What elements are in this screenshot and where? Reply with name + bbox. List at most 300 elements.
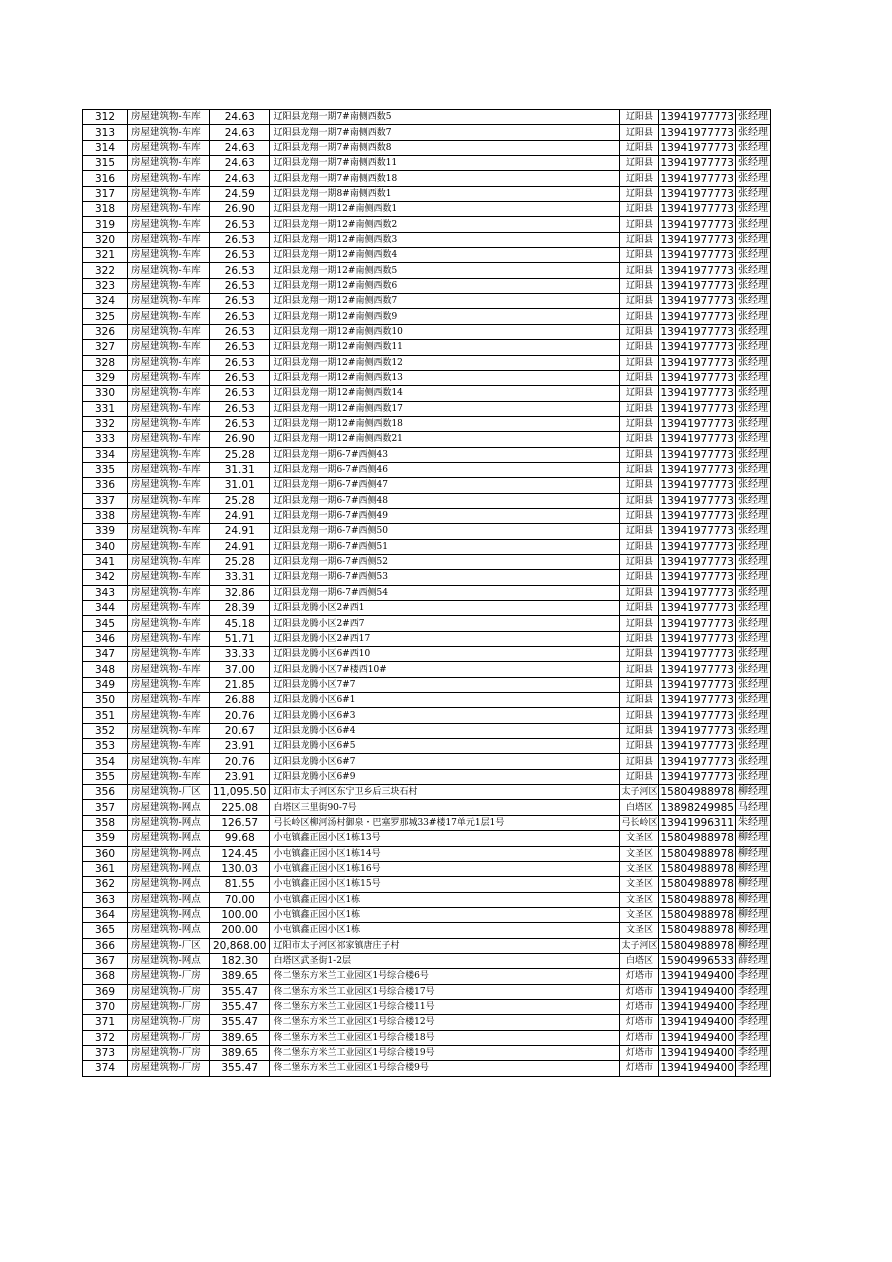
table-row	[83, 800, 771, 815]
contact-person-cell: 张经理	[735, 754, 770, 769]
address-cell: 辽阳县龙腾小区6#西10	[270, 647, 620, 662]
table-row	[83, 386, 771, 401]
row-number-cell: 370	[83, 999, 128, 1014]
address-cell: 辽阳县龙翔一期7#南侧西数8	[270, 140, 620, 155]
district-cell: 文圣区	[620, 907, 659, 922]
row-number-cell: 337	[83, 493, 128, 508]
area-value-cell: 25.28	[210, 447, 270, 462]
address-cell: 辽阳县龙翔一期7#南侧西数18	[270, 171, 620, 186]
asset-category-cell: 房屋建筑物-车库	[128, 539, 210, 554]
contact-person-cell: 李经理	[735, 969, 770, 984]
row-number-cell: 367	[83, 953, 128, 968]
area-value-cell: 26.53	[210, 355, 270, 370]
contact-person-cell: 柳经理	[735, 861, 770, 876]
area-value-cell: 389.65	[210, 969, 270, 984]
address-cell: 辽阳县龙翔一期6-7#西侧53	[270, 570, 620, 585]
area-value-cell: 26.53	[210, 217, 270, 232]
area-value-cell: 389.65	[210, 1030, 270, 1045]
asset-category-cell: 房屋建筑物-车库	[128, 355, 210, 370]
row-number-cell: 331	[83, 401, 128, 416]
district-cell: 辽阳县	[620, 355, 659, 370]
district-cell: 文圣区	[620, 877, 659, 892]
row-number-cell: 374	[83, 1061, 128, 1076]
district-cell: 辽阳县	[620, 769, 659, 784]
contact-person-cell: 张经理	[735, 140, 770, 155]
contact-person-cell: 张经理	[735, 601, 770, 616]
address-cell: 小屯镇鑫正园小区1栋15号	[270, 877, 620, 892]
asset-category-cell: 房屋建筑物-车库	[128, 739, 210, 754]
asset-category-cell: 房屋建筑物-车库	[128, 554, 210, 569]
address-cell: 辽阳县龙翔一期7#南侧西数5	[270, 110, 620, 125]
row-number-cell: 326	[83, 324, 128, 339]
row-number-cell: 314	[83, 140, 128, 155]
row-number-cell: 333	[83, 432, 128, 447]
table-row	[83, 907, 771, 922]
district-cell: 辽阳县	[620, 324, 659, 339]
contact-person-cell: 朱经理	[735, 815, 770, 830]
district-cell: 辽阳县	[620, 125, 659, 140]
asset-category-cell: 房屋建筑物-厂房	[128, 1015, 210, 1030]
row-number-cell: 335	[83, 462, 128, 477]
address-cell: 辽阳县龙翔一期12#南侧西数7	[270, 294, 620, 309]
contact-person-cell: 张经理	[735, 401, 770, 416]
contact-phone-cell: 13941977773	[660, 279, 734, 292]
area-value-cell: 26.53	[210, 263, 270, 278]
asset-category-cell: 房屋建筑物-网点	[128, 815, 210, 830]
address-cell: 佟二堡东方米兰工业园区1号综合楼6号	[270, 969, 620, 984]
district-cell: 灯塔市	[620, 1045, 659, 1060]
table-row	[83, 631, 771, 646]
table-row	[83, 524, 771, 539]
contact-phone-cell: 13941977773	[660, 372, 734, 385]
district-cell: 辽阳县	[620, 171, 659, 186]
district-cell: 辽阳县	[620, 140, 659, 155]
table-row	[83, 969, 771, 984]
contact-phone-cell: 13941977773	[660, 678, 734, 691]
district-cell: 辽阳县	[620, 217, 659, 232]
area-value-cell: 26.53	[210, 324, 270, 339]
contact-phone-cell: 13941977773	[660, 310, 734, 323]
table-row	[83, 171, 771, 186]
row-number-cell: 363	[83, 892, 128, 907]
area-value-cell: 23.91	[210, 769, 270, 784]
contact-person-cell: 张经理	[735, 416, 770, 431]
asset-category-cell: 房屋建筑物-车库	[128, 447, 210, 462]
row-number-cell: 327	[83, 340, 128, 355]
district-cell: 白塔区	[620, 800, 659, 815]
asset-category-cell: 房屋建筑物-车库	[128, 723, 210, 738]
row-number-cell: 364	[83, 907, 128, 922]
area-value-cell: 24.63	[210, 125, 270, 140]
area-value-cell: 389.65	[210, 1045, 270, 1060]
table-row	[83, 938, 771, 953]
contact-person-cell: 张经理	[735, 524, 770, 539]
contact-phone-cell: 13941977773	[660, 510, 734, 523]
contact-phone-cell: 13941977773	[660, 694, 734, 707]
area-value-cell: 355.47	[210, 1015, 270, 1030]
table-row	[83, 156, 771, 171]
address-cell: 佟二堡东方米兰工业园区1号综合楼9号	[270, 1061, 620, 1076]
district-cell: 辽阳县	[620, 585, 659, 600]
contact-person-cell: 张经理	[735, 554, 770, 569]
asset-table-body	[83, 110, 771, 1077]
asset-category-cell: 房屋建筑物-厂区	[128, 785, 210, 800]
area-value-cell: 28.39	[210, 601, 270, 616]
contact-phone-cell: 13941949400	[660, 1016, 734, 1029]
asset-category-cell: 房屋建筑物-车库	[128, 432, 210, 447]
area-value-cell: 11,095.50	[210, 785, 270, 800]
table-row	[83, 294, 771, 309]
asset-category-cell: 房屋建筑物-厂房	[128, 1045, 210, 1060]
contact-phone-cell: 13941977773	[660, 724, 734, 737]
contact-person-cell: 张经理	[735, 110, 770, 125]
row-number-cell: 353	[83, 739, 128, 754]
address-cell: 辽阳县龙腾小区6#3	[270, 708, 620, 723]
contact-person-cell: 张经理	[735, 462, 770, 477]
row-number-cell: 319	[83, 217, 128, 232]
row-number-cell: 340	[83, 539, 128, 554]
table-row	[83, 831, 771, 846]
table-row	[83, 616, 771, 631]
asset-category-cell: 房屋建筑物-车库	[128, 186, 210, 201]
asset-category-cell: 房屋建筑物-网点	[128, 953, 210, 968]
district-cell: 辽阳县	[620, 677, 659, 692]
table-row	[83, 462, 771, 477]
district-cell: 文圣区	[620, 923, 659, 938]
table-row	[83, 877, 771, 892]
contact-phone-cell: 13941977773	[660, 233, 734, 246]
area-value-cell: 24.63	[210, 110, 270, 125]
asset-category-cell: 房屋建筑物-车库	[128, 309, 210, 324]
address-cell: 辽阳县龙翔一期6-7#西侧47	[270, 478, 620, 493]
table-row	[83, 999, 771, 1014]
address-cell: 辽阳县龙腾小区2#西1	[270, 601, 620, 616]
asset-category-cell: 房屋建筑物-车库	[128, 140, 210, 155]
row-number-cell: 318	[83, 202, 128, 217]
table-row	[83, 324, 771, 339]
table-row	[83, 708, 771, 723]
contact-phone-cell: 15804988978	[660, 847, 734, 860]
asset-category-cell: 房屋建筑物-网点	[128, 907, 210, 922]
district-cell: 辽阳县	[620, 647, 659, 662]
area-value-cell: 20.76	[210, 708, 270, 723]
table-row	[83, 478, 771, 493]
asset-category-cell: 房屋建筑物-车库	[128, 662, 210, 677]
address-cell: 辽阳县龙翔一期7#南侧西数7	[270, 125, 620, 140]
table-row	[83, 785, 771, 800]
table-row	[83, 355, 771, 370]
district-cell: 文圣区	[620, 831, 659, 846]
table-row	[83, 815, 771, 830]
address-cell: 辽阳县龙翔一期6-7#西侧51	[270, 539, 620, 554]
district-cell: 辽阳县	[620, 432, 659, 447]
area-value-cell: 45.18	[210, 616, 270, 631]
address-cell: 小屯镇鑫正园小区1栋	[270, 923, 620, 938]
contact-person-cell: 马经理	[735, 800, 770, 815]
asset-category-cell: 房屋建筑物-车库	[128, 232, 210, 247]
contact-phone-cell: 13941977773	[660, 157, 734, 170]
address-cell: 小屯镇鑫正园小区1栋	[270, 892, 620, 907]
contact-phone-cell: 13941977773	[660, 479, 734, 492]
address-cell: 辽阳县龙腾小区7#7	[270, 677, 620, 692]
row-number-cell: 324	[83, 294, 128, 309]
district-cell: 灯塔市	[620, 969, 659, 984]
district-cell: 文圣区	[620, 846, 659, 861]
table-row	[83, 432, 771, 447]
area-value-cell: 26.53	[210, 370, 270, 385]
address-cell: 辽阳县龙腾小区2#西7	[270, 616, 620, 631]
asset-category-cell: 房屋建筑物-车库	[128, 616, 210, 631]
address-cell: 辽阳县龙腾小区6#1	[270, 693, 620, 708]
asset-category-cell: 房屋建筑物-车库	[128, 401, 210, 416]
table-row	[83, 662, 771, 677]
row-number-cell: 348	[83, 662, 128, 677]
contact-phone-cell: 13941977773	[660, 740, 734, 753]
table-row	[83, 248, 771, 263]
contact-phone-cell: 13941977773	[660, 586, 734, 599]
area-value-cell: 24.91	[210, 508, 270, 523]
contact-person-cell: 张经理	[735, 125, 770, 140]
contact-person-cell: 张经理	[735, 570, 770, 585]
asset-category-cell: 房屋建筑物-车库	[128, 708, 210, 723]
contact-phone-cell: 13941977773	[660, 602, 734, 615]
area-value-cell: 24.91	[210, 524, 270, 539]
district-cell: 辽阳县	[620, 248, 659, 263]
contact-person-cell: 张经理	[735, 539, 770, 554]
asset-category-cell: 房屋建筑物-车库	[128, 570, 210, 585]
district-cell: 灯塔市	[620, 1030, 659, 1045]
asset-category-cell: 房屋建筑物-车库	[128, 631, 210, 646]
district-cell: 灯塔市	[620, 1061, 659, 1076]
district-cell: 辽阳县	[620, 202, 659, 217]
district-cell: 辽阳县	[620, 508, 659, 523]
contact-phone-cell: 13941977773	[660, 617, 734, 630]
address-cell: 小屯镇鑫正园小区1栋16号	[270, 861, 620, 876]
asset-category-cell: 房屋建筑物-车库	[128, 386, 210, 401]
district-cell: 辽阳县	[620, 186, 659, 201]
district-cell: 辽阳县	[620, 309, 659, 324]
row-number-cell: 343	[83, 585, 128, 600]
area-value-cell: 31.31	[210, 462, 270, 477]
contact-person-cell: 张经理	[735, 739, 770, 754]
asset-category-cell: 房屋建筑物-车库	[128, 156, 210, 171]
row-number-cell: 329	[83, 370, 128, 385]
row-number-cell: 355	[83, 769, 128, 784]
contact-phone-cell: 13941977773	[660, 663, 734, 676]
table-row	[83, 861, 771, 876]
address-cell: 辽阳县龙腾小区2#西17	[270, 631, 620, 646]
area-value-cell: 26.53	[210, 416, 270, 431]
table-row	[83, 263, 771, 278]
district-cell: 辽阳县	[620, 524, 659, 539]
table-row	[83, 1015, 771, 1030]
contact-person-cell: 柳经理	[735, 892, 770, 907]
area-value-cell: 355.47	[210, 984, 270, 999]
asset-category-cell: 房屋建筑物-车库	[128, 508, 210, 523]
row-number-cell: 325	[83, 309, 128, 324]
contact-person-cell: 李经理	[735, 1015, 770, 1030]
contact-person-cell: 柳经理	[735, 877, 770, 892]
address-cell: 辽阳市太子河区东宁卫乡后三块石村	[270, 785, 620, 800]
address-cell: 辽阳县龙翔一期12#南侧西数1	[270, 202, 620, 217]
contact-person-cell: 张经理	[735, 263, 770, 278]
area-value-cell: 20.76	[210, 754, 270, 769]
contact-phone-cell: 13898249985	[660, 801, 734, 814]
asset-category-cell: 房屋建筑物-车库	[128, 416, 210, 431]
district-cell: 灯塔市	[620, 984, 659, 999]
row-number-cell: 351	[83, 708, 128, 723]
table-row	[83, 953, 771, 968]
row-number-cell: 342	[83, 570, 128, 585]
contact-phone-cell: 13941977773	[660, 172, 734, 185]
asset-category-cell: 房屋建筑物-网点	[128, 892, 210, 907]
address-cell: 弓长岭区柳河汤村御泉・巴塞罗那城33#楼17单元1层1号	[270, 815, 620, 830]
contact-person-cell: 张经理	[735, 616, 770, 631]
area-value-cell: 26.53	[210, 232, 270, 247]
contact-phone-cell: 13941977773	[660, 356, 734, 369]
row-number-cell: 322	[83, 263, 128, 278]
contact-phone-cell: 15804988978	[660, 909, 734, 922]
district-cell: 辽阳县	[620, 631, 659, 646]
asset-category-cell: 房屋建筑物-网点	[128, 800, 210, 815]
area-value-cell: 200.00	[210, 923, 270, 938]
table-row	[83, 570, 771, 585]
contact-person-cell: 张经理	[735, 386, 770, 401]
contact-person-cell: 张经理	[735, 217, 770, 232]
contact-phone-cell: 15804988978	[660, 832, 734, 845]
asset-category-cell: 房屋建筑物-车库	[128, 171, 210, 186]
row-number-cell: 334	[83, 447, 128, 462]
area-value-cell: 21.85	[210, 677, 270, 692]
address-cell: 辽阳县龙翔一期12#南侧西数9	[270, 309, 620, 324]
table-row	[83, 723, 771, 738]
contact-person-cell: 张经理	[735, 708, 770, 723]
contact-phone-cell: 13941977773	[660, 448, 734, 461]
contact-phone-cell: 15804988978	[660, 863, 734, 876]
area-value-cell: 25.28	[210, 554, 270, 569]
area-value-cell: 20.67	[210, 723, 270, 738]
district-cell: 辽阳县	[620, 616, 659, 631]
contact-phone-cell: 13941977773	[660, 341, 734, 354]
asset-category-cell: 房屋建筑物-车库	[128, 125, 210, 140]
area-value-cell: 33.33	[210, 647, 270, 662]
asset-category-cell: 房屋建筑物-厂房	[128, 1030, 210, 1045]
contact-phone-cell: 13941977773	[660, 141, 734, 154]
area-value-cell: 24.63	[210, 140, 270, 155]
address-cell: 辽阳县龙翔一期12#南侧西数3	[270, 232, 620, 247]
asset-category-cell: 房屋建筑物-车库	[128, 340, 210, 355]
district-cell: 太子河区	[620, 785, 659, 800]
contact-phone-cell: 13941977773	[660, 203, 734, 216]
row-number-cell: 359	[83, 831, 128, 846]
district-cell: 辽阳县	[620, 263, 659, 278]
row-number-cell: 368	[83, 969, 128, 984]
address-cell: 辽阳县龙腾小区6#9	[270, 769, 620, 784]
row-number-cell: 347	[83, 647, 128, 662]
contact-person-cell: 李经理	[735, 999, 770, 1014]
contact-phone-cell: 13941949400	[660, 1062, 734, 1075]
contact-person-cell: 张经理	[735, 370, 770, 385]
contact-person-cell: 李经理	[735, 1045, 770, 1060]
table-row	[83, 585, 771, 600]
table-row	[83, 217, 771, 232]
contact-person-cell: 张经理	[735, 493, 770, 508]
district-cell: 辽阳县	[620, 554, 659, 569]
row-number-cell: 320	[83, 232, 128, 247]
contact-phone-cell: 13941977773	[660, 111, 734, 124]
contact-person-cell: 薛经理	[735, 953, 770, 968]
district-cell: 辽阳县	[620, 294, 659, 309]
table-row	[83, 370, 771, 385]
contact-phone-cell: 15804988978	[660, 924, 734, 937]
district-cell: 辽阳县	[620, 462, 659, 477]
area-value-cell: 24.91	[210, 539, 270, 554]
district-cell: 灯塔市	[620, 999, 659, 1014]
row-number-cell: 357	[83, 800, 128, 815]
contact-phone-cell: 13941977773	[660, 264, 734, 277]
contact-phone-cell: 13941977773	[660, 571, 734, 584]
address-cell: 佟二堡东方米兰工业园区1号综合楼18号	[270, 1030, 620, 1045]
table-row	[83, 340, 771, 355]
row-number-cell: 313	[83, 125, 128, 140]
address-cell: 辽阳县龙翔一期12#南侧西数4	[270, 248, 620, 263]
asset-category-cell: 房屋建筑物-车库	[128, 647, 210, 662]
district-cell: 辽阳县	[620, 693, 659, 708]
row-number-cell: 373	[83, 1045, 128, 1060]
area-value-cell: 31.01	[210, 478, 270, 493]
district-cell: 辽阳县	[620, 601, 659, 616]
contact-person-cell: 张经理	[735, 355, 770, 370]
district-cell: 太子河区	[620, 938, 659, 953]
table-row	[83, 923, 771, 938]
table-row	[83, 846, 771, 861]
address-cell: 辽阳县龙翔一期12#南侧西数21	[270, 432, 620, 447]
district-cell: 辽阳县	[620, 386, 659, 401]
table-row	[83, 647, 771, 662]
contact-phone-cell: 13941977773	[660, 540, 734, 553]
district-cell: 辽阳县	[620, 156, 659, 171]
area-value-cell: 225.08	[210, 800, 270, 815]
row-number-cell: 344	[83, 601, 128, 616]
asset-category-cell: 房屋建筑物-车库	[128, 693, 210, 708]
contact-person-cell: 柳经理	[735, 831, 770, 846]
row-number-cell: 312	[83, 110, 128, 125]
address-cell: 辽阳县龙腾小区6#4	[270, 723, 620, 738]
table-row	[83, 278, 771, 293]
contact-person-cell: 柳经理	[735, 846, 770, 861]
address-cell: 辽阳县龙翔一期12#南侧西数5	[270, 263, 620, 278]
row-number-cell: 362	[83, 877, 128, 892]
asset-category-cell: 房屋建筑物-车库	[128, 278, 210, 293]
address-cell: 辽阳县龙翔一期6-7#西侧54	[270, 585, 620, 600]
address-cell: 小屯镇鑫正园小区1栋14号	[270, 846, 620, 861]
area-value-cell: 26.53	[210, 309, 270, 324]
asset-category-cell: 房屋建筑物-车库	[128, 754, 210, 769]
asset-category-cell: 房屋建筑物-车库	[128, 263, 210, 278]
contact-phone-cell: 13941977773	[660, 387, 734, 400]
contact-phone-cell: 13941949400	[660, 985, 734, 998]
row-number-cell: 358	[83, 815, 128, 830]
asset-table	[82, 109, 771, 1077]
asset-category-cell: 房屋建筑物-厂房	[128, 969, 210, 984]
row-number-cell: 352	[83, 723, 128, 738]
contact-person-cell: 张经理	[735, 432, 770, 447]
address-cell: 辽阳县龙翔一期12#南侧西数18	[270, 416, 620, 431]
table-row	[83, 892, 771, 907]
row-number-cell: 372	[83, 1030, 128, 1045]
address-cell: 佟二堡东方米兰工业园区1号综合楼17号	[270, 984, 620, 999]
contact-phone-cell: 13941977773	[660, 402, 734, 415]
